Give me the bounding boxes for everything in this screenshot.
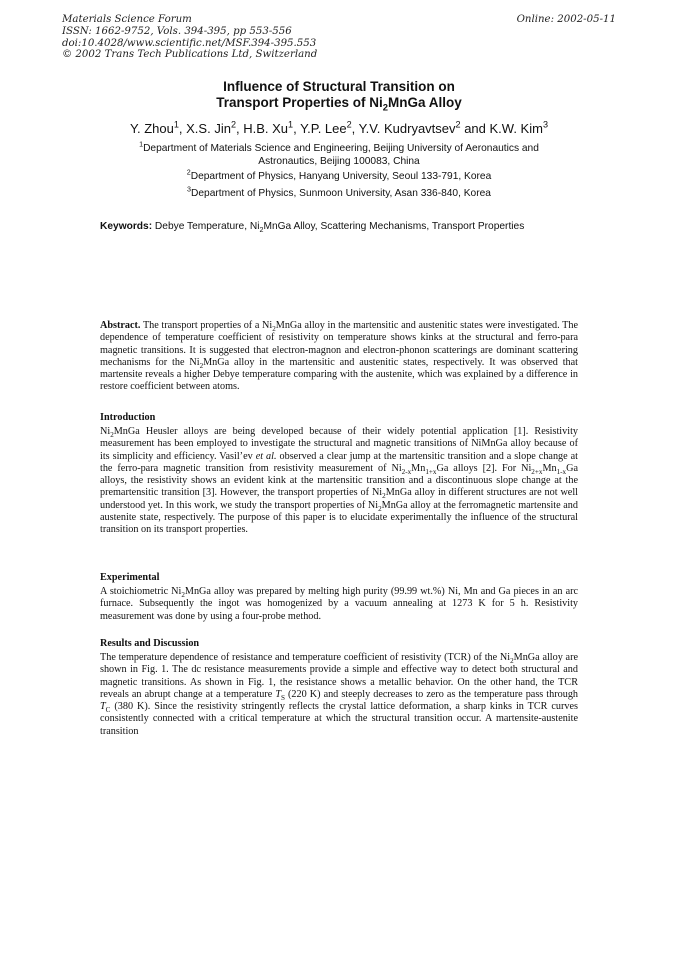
section-heading-introduction: Introduction (100, 412, 156, 423)
keywords-label: Keywords: (100, 221, 153, 232)
affiliation-text: Astronautics, Beijing 100083, China (258, 155, 420, 167)
author: Y.P. Lee$^2$, (300, 119, 359, 136)
author: H.B. Xu$^1$, (243, 119, 301, 136)
title-line-1: Influence of Structural Transition on (223, 79, 455, 94)
paper-title (0, 79, 678, 114)
publication-info (62, 14, 317, 61)
affiliation-3 (0, 185, 678, 201)
affiliation-text: Department of Physics, Sunmoon University, Asan 336-840, Korea (191, 188, 491, 199)
issn-line: ISSN: 1662-9752, Vols. 394-395, pp 553-556 (62, 25, 292, 37)
title-line-2 (0, 94, 678, 114)
title-text: Transport Properties of Ni (216, 94, 383, 110)
author: K.W. Kim$^3$ (489, 119, 549, 136)
title-subscript: 2 (382, 102, 388, 114)
doi-line: doi:10.4028/www.scientific.net/MSF.394-395.553 (62, 37, 317, 49)
affiliation-1 (0, 140, 678, 168)
title-text: MnGa Alloy (388, 94, 462, 110)
author: Y. Zhou$^1$, (129, 119, 187, 136)
author: X.S. Jin$^2$, (186, 119, 244, 136)
section-heading-results: Results and Discussion (100, 638, 200, 649)
copyright-line: © 2002 Trans Tech Publications Ltd, Switzerland (62, 49, 318, 61)
affiliation-mark: 1 (139, 140, 144, 149)
introduction-paragraph: $Ni_2MnGa$ Heusler alloys are being developed because of their widely potential application [1]. Resistivity measurement has been employed to investigate the structural and magnetic transitions of NiMnGa alloy because of its simplicity and efficiency. Vasil’ev et al. observed a clear jump at the martensitic transition and a slope change at the ferro-para magnetic transition from resistivity measurement of $Ni_{2-x}Mn_{1+x}Ga$ alloys [2]. For $Ni_{2+x}Mn_{1-x}Ga$ alloys, the resistivity shows an evident kink at the martensitic transition and a discontinuous slope change at the premartensitic transition [3]. However, the transport properties of $Ni_2MnGa$ alloy in different structures are not well understood yet. In this work, we study the transport properties of $Ni_2MnGa$ alloy at the ferromagnetic martensite and austenite state, respectively. The purpose of this paper is to elucidate experimentally the influence of the structural transition on its transport properties. (100, 426, 579, 536)
journal-name: Materials Science Forum (62, 14, 192, 25)
author-list (0, 121, 678, 136)
experimental-paragraph: A stoichiometric $Ni_2MnGa$ alloy was prepared by melting high purity (99.99 wt.%) Ni, Mn and Ga pieces in an arc furnace. Subsequently the ingot was homogenized by a vacuum annealing at 1273 K for 5 h. Resistivity measurement was done by using a four-probe method. (100, 586, 579, 622)
keywords: Keywords: Debye Temperature, $Ni_2MnGa$ Alloy, Scattering Mechanisms, Transport Properties (100, 221, 525, 235)
section-heading-experimental: Experimental (100, 572, 160, 583)
abstract-label: Abstract. (100, 320, 141, 331)
author: Y.V. Kudryavtsev$^2$ and (358, 119, 490, 136)
results-paragraph: The temperature dependence of resistance and temperature coefficient of resistivity (TCR) of the $Ni_2MnGa$ alloy are shown in Fig. 1. The dc resistance measurements provide a simple and effective way to detect both structural and magnetic transitions. As shown in Fig. 1, the resistance shows a metallic behavior. On the other hand, the TCR reveals an abrupt change at a temperature $T_S$ (220 K) and steeply decreases to zero as the temperature pass through $T_C$ (380 K). Since the resistivity stringently reflects the crystal lattice deformation, a sharp kinks in TCR curves consistently connected with a critical temperature at which the structural transition occur. A martensite-austenite transition (100, 652, 579, 737)
affiliation-mark: 3 (187, 185, 192, 194)
online-date: Online: 2002-05-11 (516, 14, 616, 25)
affiliation-text: Department of Physics, Hanyang University, Seoul 133-791, Korea (190, 171, 492, 182)
abstract: Abstract. The transport properties of a $Ni_2MnGa$ alloy in the martensitic and austenitic states were investigated. The dependence of temperature coefficient of resistivity on temperature shows kinks at the structural and ferro-para magnetic transitions. It is suggested that electron-magnon and electron-phonon scatterings are dominant scattering mechanisms for the $Ni_2MnGa$ alloy in the martensitic and austenitic states, respectively. It was observed that martensite reveals a higher Debye temperature comparing with the austenite, which was explained by a difference in restore coefficient between atoms. (100, 320, 579, 393)
affiliation-mark: 2 (186, 168, 191, 177)
affiliation-text: Department of Materials Science and Engineering, Beijing University of Aeronautics and (143, 143, 539, 154)
affiliation-2 (0, 168, 678, 184)
